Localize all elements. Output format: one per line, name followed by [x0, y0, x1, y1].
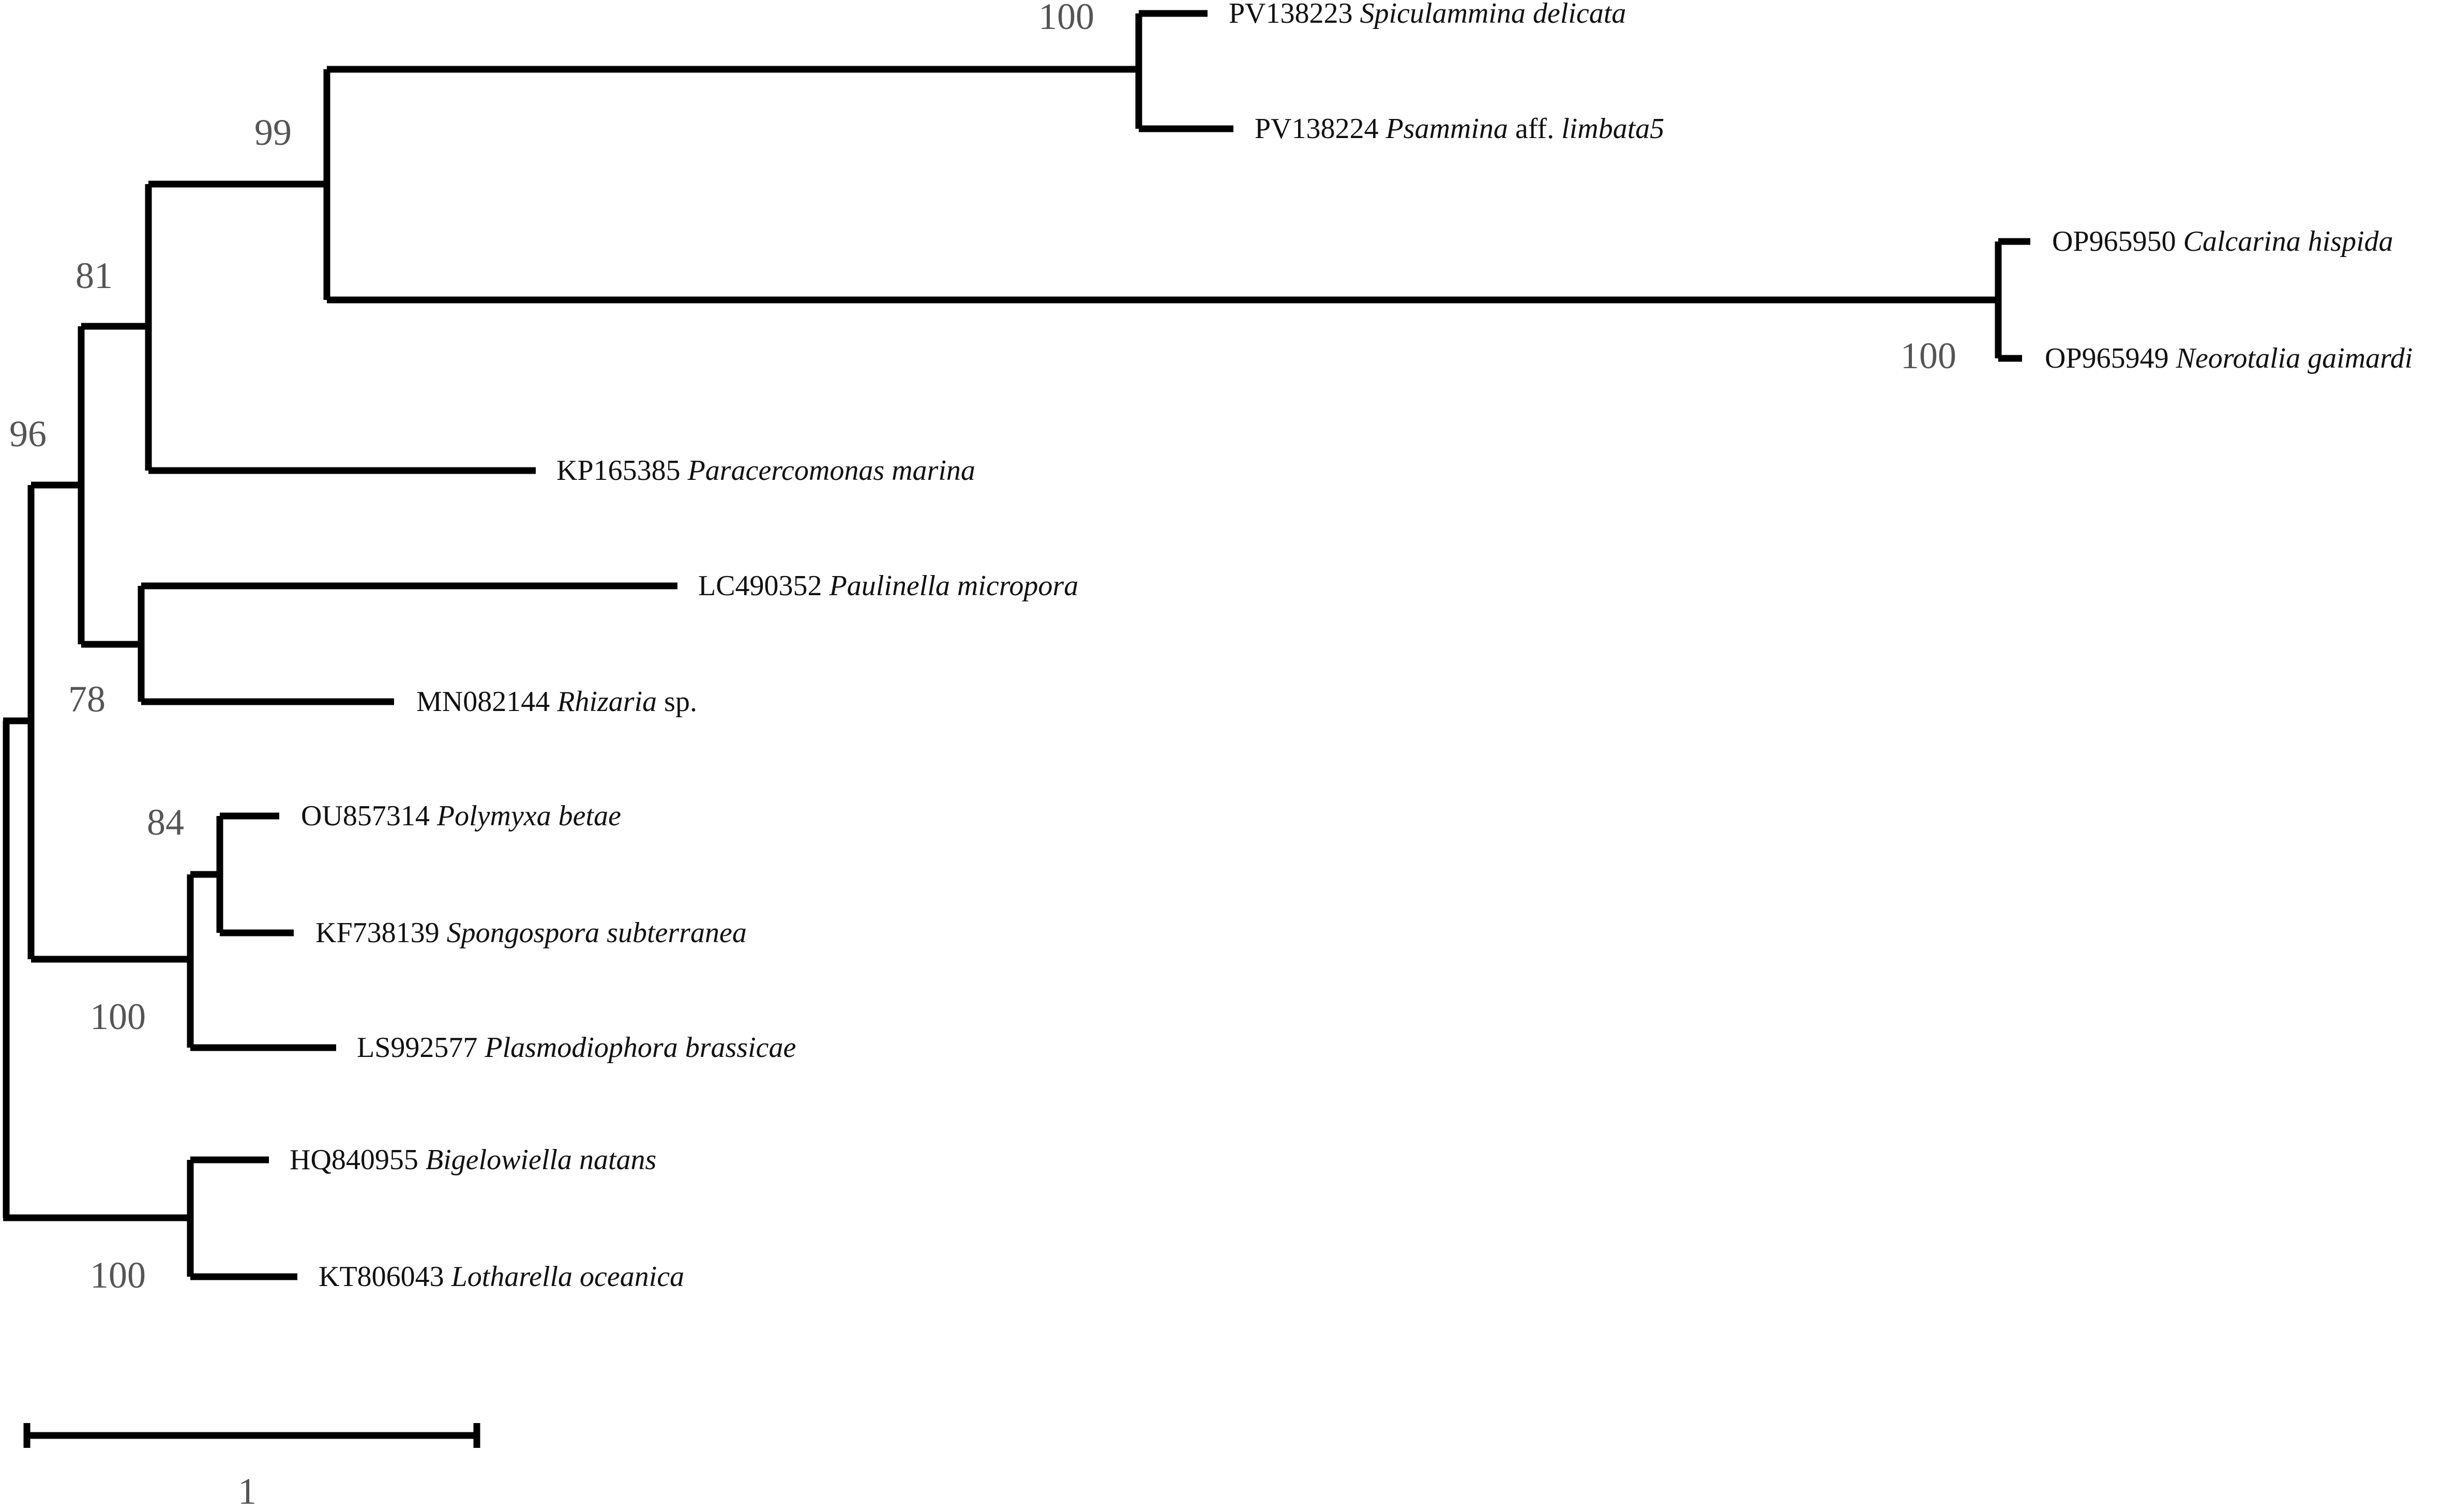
tree-branches — [3, 13, 2030, 1277]
support-values — [9, 0, 1956, 1296]
support-value-paulinella-rhizaria: 78 — [68, 678, 105, 720]
leaf-label-LS992577: LS992577 Plasmodiophora brassicae — [357, 1032, 796, 1064]
support-value-plasmodiophorids: 100 — [90, 996, 146, 1037]
leaf-label-OP965949: OP965949 Neorotalia gaimardi — [2045, 342, 2413, 374]
support-value-rotaliids: 100 — [1901, 335, 1956, 376]
leaf-label-OU857314: OU857314 Polymyxa betae — [301, 800, 621, 832]
leaf-label-PV138223: PV138223 Spiculammina delicata — [1229, 0, 1626, 29]
leaf-label-PV138224: PV138224 Psammina aff. limbata5 — [1255, 113, 1665, 145]
leaf-label-KP165385: KP165385 Paracercomonas marina — [556, 455, 975, 487]
support-value-foraminifera: 99 — [254, 112, 292, 153]
leaf-label-KT806043: KT806043 Lotharella oceanica — [319, 1261, 685, 1293]
scale-bar — [27, 1423, 477, 1512]
scale-bar-label: 1 — [238, 1471, 257, 1512]
support-value-polymyxa-spongospora: 84 — [147, 802, 184, 843]
leaf-label-MN082144: MN082144 Rhizaria sp. — [416, 686, 697, 718]
leaf-label-HQ840955: HQ840955 Bigelowiella natans — [290, 1144, 657, 1176]
leaf-label-OP965950: OP965950 Calcarina hispida — [2052, 225, 2393, 258]
leaf-label-LC490352: LC490352 Paulinella micropora — [698, 570, 1079, 602]
leaf-label-KF738139: KF738139 Spongospora subterranea — [315, 917, 747, 949]
leaf-labels — [290, 0, 2412, 1293]
support-value-foram-cercozoa: 81 — [76, 255, 113, 296]
support-value-core-clade: 96 — [9, 413, 47, 455]
support-value-chlorarachniophytes: 100 — [90, 1254, 146, 1296]
support-value-spiculammina-psammina: 100 — [1038, 0, 1094, 37]
